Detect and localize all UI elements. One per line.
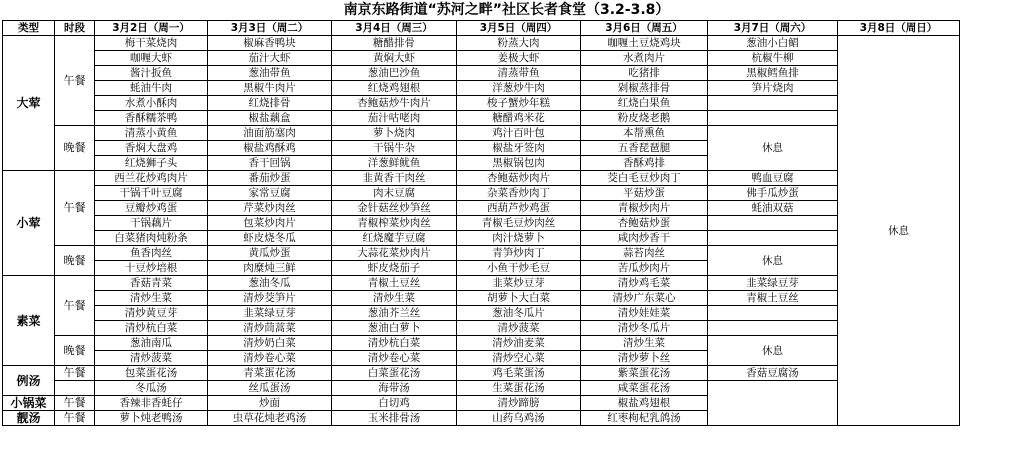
dish-cell: 芹菜炒肉丝 <box>208 201 332 216</box>
dish-cell: 咖喱大虾 <box>95 51 208 66</box>
menu-row <box>3 381 960 396</box>
menu-row <box>3 336 960 351</box>
menu-row <box>3 66 960 81</box>
dish-cell <box>708 321 838 336</box>
menu-row <box>3 321 960 336</box>
menu-row <box>3 366 960 381</box>
dish-cell: 糖醋鸡米花 <box>457 111 581 126</box>
dish-cell: 蚝油双菇 <box>708 201 838 216</box>
dish-cell: 咸肉炒香干 <box>581 231 708 246</box>
dish-cell <box>708 96 838 111</box>
dish-cell: 杂菜香炒肉丁 <box>457 186 581 201</box>
sunday-rest: 休息 <box>838 36 960 426</box>
dish-cell: 葱油芥兰丝 <box>332 306 457 321</box>
dish-cell: 韭黄香干肉丝 <box>332 171 457 186</box>
dish-cell: 清炒生菜 <box>332 291 457 306</box>
dish-cell: 蒜苔肉丝 <box>581 246 708 261</box>
dish-cell: 山药乌鸡汤 <box>457 411 581 426</box>
dish-cell: 玉米排骨汤 <box>332 411 457 426</box>
dish-cell: 清炒卷心菜 <box>208 351 332 366</box>
dish-cell: 杏鲍菇炒牛肉片 <box>332 96 457 111</box>
dish-cell: 清炒生菜 <box>95 291 208 306</box>
dish-cell: 吃猪排 <box>581 66 708 81</box>
menu-table <box>2 20 960 426</box>
dish-cell: 椒盐藕盒 <box>208 111 332 126</box>
dish-cell: 肉末豆腐 <box>332 186 457 201</box>
dish-cell: 青椒土豆丝 <box>708 291 838 306</box>
meal-lunch: 午餐 <box>55 366 95 381</box>
dish-cell: 葱油冬瓜片 <box>457 306 581 321</box>
dish-cell: 粉蒸大肉 <box>457 36 581 51</box>
dish-cell: 梅干菜烧肉 <box>95 36 208 51</box>
dish-cell: 生菜蛋花汤 <box>457 381 581 396</box>
dish-cell: 清蒸带鱼 <box>457 66 581 81</box>
dish-cell: 椒盐鸡翅根 <box>581 396 708 411</box>
dish-cell: 香辣非香蚝仔 <box>95 396 208 411</box>
meal-lunch: 午餐 <box>55 36 95 126</box>
meal-dinner: 晚餐 <box>55 246 95 276</box>
dish-cell: 香酥鸡排 <box>581 156 708 171</box>
dish-cell: 茄汁咕咾肉 <box>332 111 457 126</box>
dish-cell: 苦瓜炒肉片 <box>581 261 708 276</box>
dish-cell: 香菇豆腐汤 <box>708 366 838 381</box>
dish-cell: 葱油南瓜 <box>95 336 208 351</box>
dish-cell: 青椒土豆丝 <box>332 276 457 291</box>
dish-cell: 糖醋排骨 <box>332 36 457 51</box>
header-type: 类型 <box>3 21 55 36</box>
dish-cell: 剁椒蒸排骨 <box>581 81 708 96</box>
dish-cell: 葱油巴沙鱼 <box>332 66 457 81</box>
dish-cell: 洋葱鲜鱿鱼 <box>332 156 457 171</box>
meal-lunch: 午餐 <box>55 396 95 411</box>
dish-cell: 清炒鸡毛菜 <box>581 276 708 291</box>
header-day: 3月6日（周五） <box>581 21 708 36</box>
dish-cell: 胡萝卜大白菜 <box>457 291 581 306</box>
dish-cell: 青笋炒肉丁 <box>457 246 581 261</box>
dish-cell: 包菜炒肉片 <box>208 216 332 231</box>
dish-cell: 清炒菠菜 <box>95 351 208 366</box>
dish-cell: 韭菜绿豆芽 <box>208 306 332 321</box>
dish-cell: 红烧白果鱼 <box>581 96 708 111</box>
header-day: 3月8日（周日） <box>838 21 960 36</box>
dish-cell: 粉皮烧老鹅 <box>581 111 708 126</box>
dish-cell: 虫草花炖老鸡汤 <box>208 411 332 426</box>
dish-cell <box>708 216 838 231</box>
dish-cell: 白菜猪肉炖粉条 <box>95 231 208 246</box>
dish-cell: 葱油小白鲳 <box>708 36 838 51</box>
dish-cell: 杏鲍菇炒蛋 <box>581 216 708 231</box>
dish-cell: 梭子蟹炒年糕 <box>457 96 581 111</box>
dish-cell: 清炒萝卜丝 <box>581 351 708 366</box>
dish-cell: 椒盐牙签肉 <box>457 141 581 156</box>
menu-row <box>3 51 960 66</box>
dish-cell: 洋葱炒牛肉 <box>457 81 581 96</box>
dish-cell <box>708 306 838 321</box>
dish-cell: 金针菇丝炒笋丝 <box>332 201 457 216</box>
dish-cell: 白菜蛋花汤 <box>332 366 457 381</box>
dish-cell: 炒面 <box>208 396 332 411</box>
dish-cell: 红烧魔芋豆腐 <box>332 231 457 246</box>
dish-cell: 青椒炒肉片 <box>581 201 708 216</box>
dish-cell: 酱汁扳鱼 <box>95 66 208 81</box>
menu-row <box>3 291 960 306</box>
menu-row <box>3 81 960 96</box>
dish-cell: 香菇青菜 <box>95 276 208 291</box>
dish-cell <box>708 231 838 246</box>
dish-cell: 海带汤 <box>332 381 457 396</box>
category-sucai: 素菜 <box>3 276 55 366</box>
menu-row <box>3 216 960 231</box>
menu-row <box>3 306 960 321</box>
dish-cell: 鱼香肉丝 <box>95 246 208 261</box>
dish-cell: 黑椒锅包肉 <box>457 156 581 171</box>
dish-cell: 黑椒牛肉片 <box>208 81 332 96</box>
saturday-rest: 休息 <box>708 336 838 366</box>
dish-cell: 虾皮烧冬瓜 <box>208 231 332 246</box>
menu-row <box>3 126 960 141</box>
dish-cell: 小鱼干炒毛豆 <box>457 261 581 276</box>
dish-cell: 黄瓜炒蛋 <box>208 246 332 261</box>
meal-lunch: 午餐 <box>55 411 95 426</box>
dish-cell: 鸡汁百叶包 <box>457 126 581 141</box>
dish-cell: 杭椒牛柳 <box>708 51 838 66</box>
dish-cell: 油面筋塞肉 <box>208 126 332 141</box>
dish-cell: 清炒茼蒿菜 <box>208 321 332 336</box>
menu-row <box>3 246 960 261</box>
dish-cell: 番茄炒蛋 <box>208 171 332 186</box>
menu-row <box>3 186 960 201</box>
dish-cell: 家常豆腐 <box>208 186 332 201</box>
dish-cell: 青椒榨菜炒肉丝 <box>332 216 457 231</box>
dish-cell: 豆瓣炒鸡蛋 <box>95 201 208 216</box>
menu-row <box>3 36 960 51</box>
dish-cell: 笋片烧肉 <box>708 81 838 96</box>
dish-cell: 葱油冬瓜 <box>208 276 332 291</box>
dish-cell: 包菜蛋花汤 <box>95 366 208 381</box>
dish-cell: 蚝油牛肉 <box>95 81 208 96</box>
dish-cell: 清炒奶白菜 <box>208 336 332 351</box>
dish-cell <box>708 111 838 126</box>
dish-cell: 清炒蹄膀 <box>457 396 581 411</box>
dish-cell: 清炒广东菜心 <box>581 291 708 306</box>
meal-dinner: 晚餐 <box>55 336 95 366</box>
dish-cell: 萝卜炖老鸭汤 <box>95 411 208 426</box>
category-dahun: 大荤 <box>3 36 55 171</box>
dish-cell: 杏鲍菇炒肉片 <box>457 171 581 186</box>
dish-cell: 水煮小酥肉 <box>95 96 208 111</box>
meal-lunch: 午餐 <box>55 171 95 246</box>
dish-cell: 清炒卷心菜 <box>332 351 457 366</box>
dish-cell: 茭白毛豆炒肉丁 <box>581 171 708 186</box>
header-period: 时段 <box>55 21 95 36</box>
dish-cell: 韭菜炒豆芽 <box>457 276 581 291</box>
saturday-rest: 休息 <box>708 246 838 276</box>
menu-row <box>3 171 960 186</box>
dish-cell: 鸡毛菜蛋汤 <box>457 366 581 381</box>
dish-cell: 青椒毛豆炒肉丝 <box>457 216 581 231</box>
dish-cell: 清炒油麦菜 <box>457 336 581 351</box>
dish-cell: 香酥糯茶鸭 <box>95 111 208 126</box>
dish-cell: 白切鸡 <box>332 396 457 411</box>
dish-cell: 干锅千叶豆腐 <box>95 186 208 201</box>
dish-cell: 西葫芦炒鸡蛋 <box>457 201 581 216</box>
dish-cell: 紫菜蛋花汤 <box>581 366 708 381</box>
menu-row <box>3 201 960 216</box>
dish-cell: 清炒娃娃菜 <box>581 306 708 321</box>
category-zhutang: 靓汤 <box>3 411 55 426</box>
dish-cell: 鸭血豆腐 <box>708 171 838 186</box>
dish-cell: 肉糜炖三鲜 <box>208 261 332 276</box>
page-title: 南京东路街道“苏河之畔”社区长者食堂（3.2-3.8） <box>343 2 670 18</box>
header-day: 3月5日（周四） <box>457 21 581 36</box>
dish-cell: 姜极大虾 <box>457 51 581 66</box>
menu-row <box>3 111 960 126</box>
dish-cell: 虾皮烧茄子 <box>332 261 457 276</box>
meal-blank <box>55 381 95 396</box>
dish-cell: 黑椒鳕鱼排 <box>708 66 838 81</box>
header-day: 3月7日（周六） <box>708 21 838 36</box>
dish-cell: 红烧鸡翅根 <box>332 81 457 96</box>
dish-cell: 香干回锅 <box>208 156 332 171</box>
dish-cell: 清炒茭笋片 <box>208 291 332 306</box>
dish-cell: 西兰花炒鸡肉片 <box>95 171 208 186</box>
dish-cell: 红枣枸杞乳鸽汤 <box>581 411 708 426</box>
header-day: 3月2日（周一） <box>95 21 208 36</box>
saturday-blank <box>708 381 838 426</box>
dish-cell: 清炒黄豆芽 <box>95 306 208 321</box>
dish-cell: 十豆炒培根 <box>95 261 208 276</box>
dish-cell: 咖喱土豆烧鸡块 <box>581 36 708 51</box>
dish-cell: 青菜蛋花汤 <box>208 366 332 381</box>
dish-cell: 茄汁大虾 <box>208 51 332 66</box>
dish-cell: 清炒杭白菜 <box>332 336 457 351</box>
dish-cell: 冬瓜汤 <box>95 381 208 396</box>
dish-cell: 椒盐鸡酥鸡 <box>208 141 332 156</box>
dish-cell: 平菇炒蛋 <box>581 186 708 201</box>
dish-cell: 丝瓜蛋汤 <box>208 381 332 396</box>
meal-dinner: 晚餐 <box>55 126 95 171</box>
dish-cell: 五香琵琶腿 <box>581 141 708 156</box>
meal-lunch: 午餐 <box>55 276 95 336</box>
dish-cell: 黄焖大虾 <box>332 51 457 66</box>
dish-cell: 清炒杭白菜 <box>95 321 208 336</box>
dish-cell: 香焖大盘鸡 <box>95 141 208 156</box>
saturday-rest: 休息 <box>708 126 838 171</box>
dish-cell: 清炒菠菜 <box>457 321 581 336</box>
dish-cell: 红烧狮子头 <box>95 156 208 171</box>
dish-cell: 咸菜蛋花汤 <box>581 381 708 396</box>
dish-cell: 水煮肉片 <box>581 51 708 66</box>
category-xiaohun: 小荤 <box>3 171 55 276</box>
dish-cell: 葱油带鱼 <box>208 66 332 81</box>
category-xiaoguo: 小锅菜 <box>3 396 55 411</box>
dish-cell: 大蒜花菜炒肉片 <box>332 246 457 261</box>
dish-cell: 红烧排骨 <box>208 96 332 111</box>
dish-cell: 干锅牛杂 <box>332 141 457 156</box>
dish-cell: 佛手瓜炒蛋 <box>708 186 838 201</box>
dish-cell: 干锅藕片 <box>95 216 208 231</box>
dish-cell: 肉汁烧萝卜 <box>457 231 581 246</box>
dish-cell: 葱油白萝卜 <box>332 321 457 336</box>
dish-cell: 清炒空心菜 <box>457 351 581 366</box>
dish-cell: 清蒸小黄鱼 <box>95 126 208 141</box>
category-litang: 例汤 <box>3 366 55 396</box>
header-day: 3月4日（周三） <box>332 21 457 36</box>
dish-cell: 本帮熏鱼 <box>581 126 708 141</box>
dish-cell: 清炒冬瓜片 <box>581 321 708 336</box>
menu-row <box>3 96 960 111</box>
dish-cell: 清炒生菜 <box>581 336 708 351</box>
dish-cell: 萝卜烧肉 <box>332 126 457 141</box>
menu-row <box>3 276 960 291</box>
dish-cell: 椒麻香鸭块 <box>208 36 332 51</box>
header-day: 3月3日（周二） <box>208 21 332 36</box>
header-row <box>3 21 960 36</box>
dish-cell: 韭菜绿豆芽 <box>708 276 838 291</box>
menu-row <box>3 231 960 246</box>
